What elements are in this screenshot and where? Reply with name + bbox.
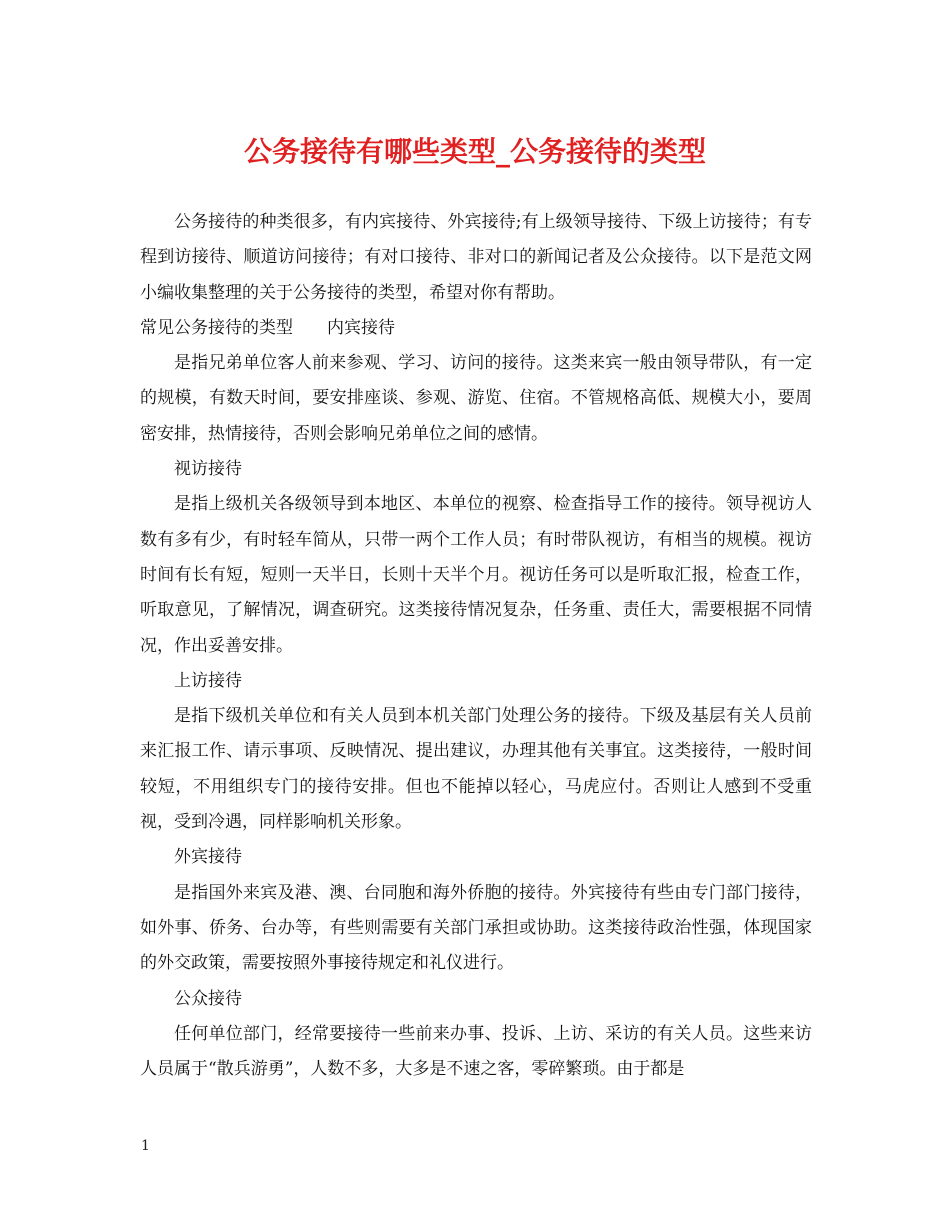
paragraph-shifang: 是指上级机关各级领导到本地区、本单位的视察、检查指导工作的接待。领导视访人数有多有少，有时轻车简从，只带一两个工作人员；有时带队视访，有相当的规模。视访时间有长有短，短则一天半日，长则十天半个月。视访任务可以是听取汇报，检查工作，听取意见，了解情况，调查研究。这类接待情况复杂，任务重、责任大，需要根据不同情况，作出妥善安排。 bbox=[140, 494, 812, 656]
section-heading-line: 常见公务接待的类型 内宾接待 bbox=[140, 317, 395, 338]
paragraph-shangfang: 是指下级机关单位和有关人员到本机关部门处理公务的接待。下级及基层有关人员前来汇报工作、请示事项、反映情况、提出建议，办理其他有关事宜。这类接待，一般时间较短，不用组织专门的接待安排。但也不能掉以轻心，马虎应付。否则让人感到不受重视，受到冷遇，同样影响机关形象。 bbox=[140, 706, 812, 833]
document-title: 公务接待有哪些类型_公务接待的类型 bbox=[243, 135, 706, 168]
heading-waibin: 外宾接待 bbox=[174, 847, 242, 868]
page-number: 1 bbox=[141, 1138, 150, 1154]
heading-gongzhong: 公众接待 bbox=[174, 988, 242, 1009]
document-body bbox=[140, 205, 812, 1087]
heading-shangfang: 上访接待 bbox=[174, 670, 242, 691]
paragraph-neibin: 是指兄弟单位客人前来参观、学习、访问的接待。这类来宾一般由领导带队，有一定的规模，有数天时间，要安排座谈、参观、游览、住宿。不管规格高低、规模大小，要周密安排，热情接待，否则会影响兄弟单位之间的感情。 bbox=[140, 353, 812, 444]
paragraph-gongzhong: 任何单位部门，经常要接待一些前来办事、投诉、上访、采访的有关人员。这些来访人员属于“散兵游勇”，人数不多，大多是不速之客，零碎繁琐。由于都是 bbox=[140, 1023, 812, 1080]
intro-paragraph: 公务接待的种类很多，有内宾接待、外宾接待;有上级领导接待、下级上访接待；有专程到访接待、顺道访问接待；有对口接待、非对口的新闻记者及公众接待。以下是范文网小编收集整理的关于公务接待的类型，希望对你有帮助。 bbox=[140, 212, 812, 303]
paragraph-waibin: 是指国外来宾及港、澳、台同胞和海外侨胞的接待。外宾接待有些由专门部门接待，如外事、侨务、台办等，有些则需要有关部门承担或协助。这类接待政治性强，体现国家的外交政策，需要按照外事接待规定和礼仪进行。 bbox=[140, 882, 812, 974]
heading-shifang: 视访接待 bbox=[174, 459, 242, 480]
